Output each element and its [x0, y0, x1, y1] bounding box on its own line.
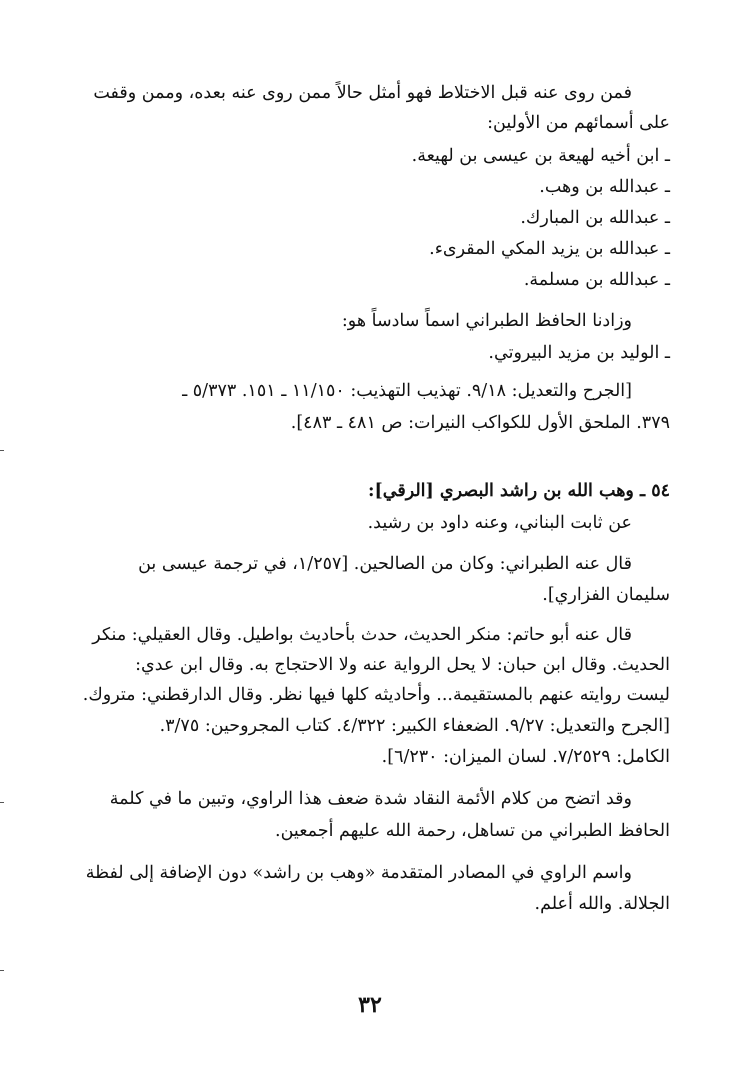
list1-item-4: ـ عبدالله بن يزيد المكي المقرىء. — [429, 239, 670, 259]
paragraph2: وزادنا الحافظ الطبراني اسماً سادساً هو: — [341, 311, 632, 331]
paragraph1-line1: فمن روى عنه قبل الاختلاط فهو أمثل حالاً ممن روى عنه بعده، وممن وقفت — [93, 83, 632, 103]
entry-54-line1: عن ثابت البناني، وعنه داود بن رشيد. — [367, 513, 632, 533]
paragraph4-line2: الحديث. وقال ابن حبان: لا يحل الرواية عنه ولا الاحتجاج به. وقال ابن عدي: — [135, 655, 670, 675]
page-number: ٣٢ — [358, 992, 382, 1018]
paragraph4-line1: قال عنه أبو حاتم: منكر الحديث، حدث بأحاديث بواطيل. وقال العقيلي: منكر — [92, 625, 632, 645]
page-edge-mark — [0, 450, 4, 451]
list2-item-1: ـ الوليد بن مزيد البيروتي. — [488, 343, 670, 363]
references1-line2: ٣٧٩. الملحق الأول للكواكب النيرات: ص ٤٨١ ـ ٤٨٣]. — [290, 413, 670, 433]
paragraph5-line2: الحافظ الطبراني من تساهل، رحمة الله عليهم أجمعين. — [275, 821, 670, 841]
paragraph6-line2: الجلالة. والله أعلم. — [534, 894, 670, 914]
paragraph4-line4: [الجرح والتعديل: ٩/٢٧. الضعفاء الكبير: ٤/٣٢٢. كتاب المجروحين: ٣/٧٥. — [159, 716, 670, 736]
list1-item-5: ـ عبدالله بن مسلمة. — [523, 270, 670, 290]
paragraph4-line3: ليست روايته عنهم بالمستقيمة... وأحاديثه كلها فيها نظر. وقال الدارقطني: متروك. — [82, 685, 670, 705]
paragraph4-line5: الكامل: ٧/٢٥٢٩. لسان الميزان: ٦/٢٣٠]. — [381, 747, 670, 767]
list1-item-3: ـ عبدالله بن المبارك. — [520, 208, 670, 228]
paragraph3-line1: قال عنه الطبراني: وكان من الصالحين. [١/٢٥٧، في ترجمة عيسى بن — [138, 554, 632, 574]
list1-item-2: ـ عبدالله بن وهب. — [539, 177, 670, 197]
page-edge-mark — [0, 802, 4, 803]
paragraph6-line1: واسم الراوي في المصادر المتقدمة «وهب بن راشد» دون الإضافة إلى لفظة — [85, 863, 632, 883]
page-edge-mark — [0, 970, 4, 971]
paragraph1-line2: على أسمائهم من الأولين: — [487, 113, 670, 133]
paragraph3-line2: سليمان الفزاري]. — [542, 585, 670, 605]
entry-54-heading: ٥٤ ـ وهب الله بن راشد البصري [الرقي]: — [368, 481, 670, 501]
references1-line1: [الجرح والتعديل: ٩/١٨. تهذيب التهذيب: ١١/١٥٠ ـ ١٥١. ٥/٣٧٣ ـ — [182, 381, 632, 401]
paragraph5-line1: وقد اتضح من كلام الأئمة النقاد شدة ضعف هذا الراوي، وتبين ما في كلمة — [109, 789, 632, 809]
list1-item-1: ـ ابن أخيه لهيعة بن عيسى بن لهيعة. — [411, 146, 670, 166]
